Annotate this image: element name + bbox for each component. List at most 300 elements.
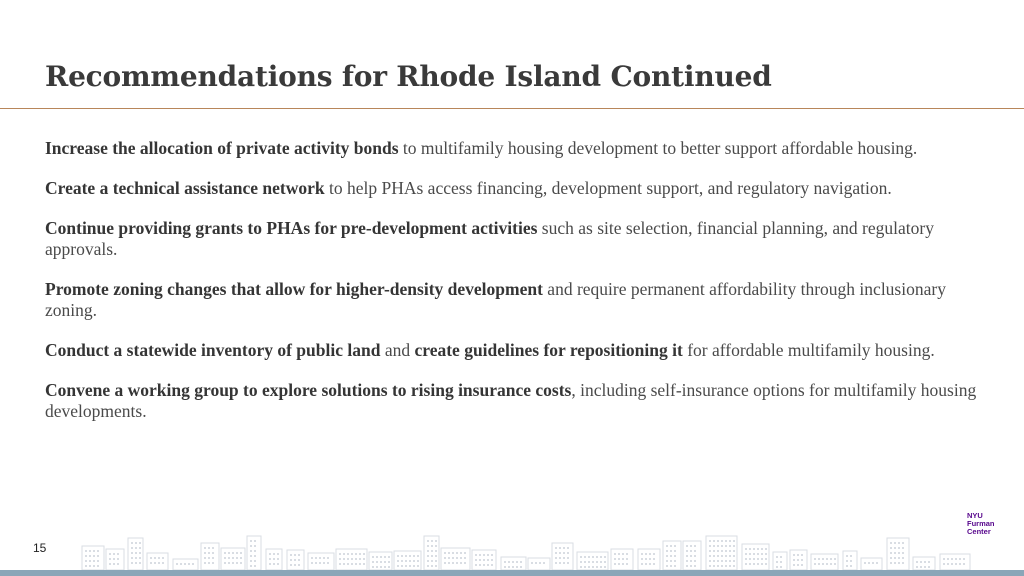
skyline-window <box>713 555 715 557</box>
skyline-window <box>339 553 341 555</box>
skyline-window <box>93 550 95 552</box>
skyline-window <box>920 561 922 563</box>
skyline-window <box>588 561 590 563</box>
skyline-window <box>372 561 374 563</box>
skyline-window <box>154 562 156 564</box>
skyline-building <box>913 557 935 570</box>
skyline-window <box>483 564 485 566</box>
skyline-window <box>753 563 755 565</box>
skyline-window <box>826 563 828 565</box>
skyline-window <box>690 555 692 557</box>
skyline-window <box>131 542 133 544</box>
skyline-window <box>355 553 357 555</box>
skyline-window <box>653 563 655 565</box>
skyline-window <box>97 550 99 552</box>
skyline-window <box>822 563 824 565</box>
skyline-window <box>713 565 715 567</box>
skyline-window <box>290 554 292 556</box>
skyline-window <box>109 553 111 555</box>
skyline-window <box>339 558 341 560</box>
skyline-window <box>666 565 668 567</box>
skyline-window <box>649 563 651 565</box>
skyline-window <box>135 557 137 559</box>
skyline-window <box>733 560 735 562</box>
skyline-window <box>793 564 795 566</box>
skyline-window <box>188 563 190 565</box>
skyline-window <box>417 565 419 567</box>
skyline-window <box>435 555 437 557</box>
skyline-window <box>236 552 238 554</box>
skyline-window <box>431 545 433 547</box>
skyline-window <box>448 562 450 564</box>
skyline-window <box>846 565 848 567</box>
skyline-window <box>85 550 87 552</box>
skyline-window <box>943 558 945 560</box>
skyline-window <box>690 550 692 552</box>
skyline-window <box>604 566 606 568</box>
skyline-window <box>947 563 949 565</box>
skyline-window <box>401 560 403 562</box>
skyline-window <box>487 559 489 561</box>
skyline-window <box>745 558 747 560</box>
skyline-window <box>232 557 234 559</box>
skyline-window <box>113 563 115 565</box>
skyline-window <box>690 545 692 547</box>
skyline-window <box>97 555 99 557</box>
skyline-window <box>388 556 390 558</box>
skyline-window <box>765 563 767 565</box>
skyline-window <box>417 555 419 557</box>
skyline-window <box>460 562 462 564</box>
recommendation-detail: and <box>380 340 415 360</box>
skyline-window <box>890 542 892 544</box>
skyline-window <box>250 545 252 547</box>
skyline-window <box>776 561 778 563</box>
skyline-window <box>176 563 178 565</box>
skyline-window <box>898 562 900 564</box>
skyline-window <box>670 565 672 567</box>
skyline-window <box>959 563 961 565</box>
skyline-window <box>690 565 692 567</box>
skyline-window <box>830 563 832 565</box>
skyline-window <box>347 558 349 560</box>
skyline-window <box>376 556 378 558</box>
skyline-window <box>776 556 778 558</box>
skyline-window <box>456 562 458 564</box>
skyline-window <box>150 562 152 564</box>
skyline-window <box>666 545 668 547</box>
skyline-window <box>135 552 137 554</box>
skyline-window <box>315 557 317 559</box>
skyline-window <box>765 558 767 560</box>
skyline-illustration <box>0 527 1024 576</box>
skyline-window <box>327 562 329 564</box>
skyline-window <box>162 562 164 564</box>
recommendation-detail: , including self-insurance options for multifamily housing developments. <box>45 380 977 421</box>
skyline-window <box>208 557 210 559</box>
skyline-window <box>516 561 518 563</box>
skyline-window <box>180 563 182 565</box>
skyline-window <box>674 555 676 557</box>
skyline-window <box>139 542 141 544</box>
skyline-window <box>487 564 489 566</box>
skyline-window <box>686 565 688 567</box>
skyline-window <box>452 552 454 554</box>
skyline-window <box>376 561 378 563</box>
skyline-window <box>232 552 234 554</box>
skyline-window <box>721 555 723 557</box>
skyline-window <box>898 557 900 559</box>
recommendation-item <box>45 178 985 199</box>
skyline-window <box>709 565 711 567</box>
skyline-window <box>435 565 437 567</box>
skyline-window <box>801 559 803 561</box>
skyline-window <box>592 566 594 568</box>
skyline-window <box>405 560 407 562</box>
skyline-window <box>618 553 620 555</box>
skyline-window <box>898 547 900 549</box>
skyline-window <box>323 562 325 564</box>
skyline-window <box>117 558 119 560</box>
skyline-window <box>567 547 569 549</box>
title-divider <box>0 108 1024 109</box>
skyline-window <box>801 564 803 566</box>
skyline-window <box>729 540 731 542</box>
skyline-window <box>563 557 565 559</box>
skyline-window <box>733 545 735 547</box>
skyline-window <box>928 561 930 563</box>
skyline-window <box>363 563 365 565</box>
skyline-window <box>947 558 949 560</box>
skyline-window <box>431 555 433 557</box>
skyline-window <box>898 552 900 554</box>
skyline-window <box>733 555 735 557</box>
skyline-window <box>89 565 91 567</box>
skyline-window <box>780 566 782 568</box>
skyline-window <box>479 564 481 566</box>
skyline-window <box>508 566 510 568</box>
skyline-building <box>742 544 769 570</box>
skyline-window <box>479 559 481 561</box>
skyline-window <box>464 562 466 564</box>
skyline-window <box>725 555 727 557</box>
skyline-window <box>814 558 816 560</box>
skyline-window <box>347 553 349 555</box>
skyline-window <box>725 560 727 562</box>
skyline-window <box>113 553 115 555</box>
skyline-window <box>448 552 450 554</box>
skyline-window <box>749 548 751 550</box>
skyline-window <box>135 542 137 544</box>
skyline-window <box>713 550 715 552</box>
skyline-window <box>388 561 390 563</box>
skyline-window <box>649 558 651 560</box>
skyline-window <box>721 565 723 567</box>
skyline-window <box>686 560 688 562</box>
skyline-window <box>830 558 832 560</box>
skyline-window <box>596 556 598 558</box>
skyline-window <box>315 562 317 564</box>
skyline-window <box>902 562 904 564</box>
recommendation-item <box>45 279 985 321</box>
skyline-window <box>580 566 582 568</box>
skyline-window <box>355 558 357 560</box>
skyline-window <box>592 561 594 563</box>
skyline-window <box>757 558 759 560</box>
skyline-window <box>666 560 668 562</box>
skyline-window <box>729 550 731 552</box>
skyline-window <box>435 560 437 562</box>
skyline-window <box>694 545 696 547</box>
skyline-window <box>460 552 462 554</box>
skyline-window <box>158 562 160 564</box>
skyline-window <box>413 565 415 567</box>
skyline-window <box>294 559 296 561</box>
skyline-window <box>826 558 828 560</box>
skyline-window <box>920 566 922 568</box>
skyline-window <box>250 560 252 562</box>
skyline-window <box>559 547 561 549</box>
logo-line: Furman <box>967 519 995 528</box>
skyline-window <box>427 565 429 567</box>
skyline-window <box>380 561 382 563</box>
skyline-window <box>592 556 594 558</box>
skyline-window <box>401 565 403 567</box>
skyline-window <box>674 550 676 552</box>
skyline-window <box>273 558 275 560</box>
skyline-window <box>85 555 87 557</box>
skyline-window <box>139 562 141 564</box>
recommendation-detail: such as site selection, financial planning, and regulatory approvals. <box>45 218 934 259</box>
skyline-window <box>674 560 676 562</box>
skyline-building <box>940 554 970 570</box>
skyline-window <box>653 553 655 555</box>
skyline-window <box>212 547 214 549</box>
skyline-window <box>483 559 485 561</box>
skyline-window <box>618 558 620 560</box>
skyline-window <box>431 550 433 552</box>
skyline-window <box>131 552 133 554</box>
skyline-window <box>902 552 904 554</box>
skyline-window <box>690 560 692 562</box>
skyline-window <box>427 550 429 552</box>
skyline-window <box>894 552 896 554</box>
skyline-window <box>580 561 582 563</box>
nyu-furman-center-logo <box>967 512 1017 542</box>
skyline-window <box>409 565 411 567</box>
logo-line: NYU <box>967 511 983 520</box>
skyline-window <box>890 547 892 549</box>
skyline-window <box>228 552 230 554</box>
skyline-window <box>818 563 820 565</box>
skyline-window <box>427 560 429 562</box>
skyline-window <box>600 566 602 568</box>
skyline-window <box>674 565 676 567</box>
skyline-window <box>729 545 731 547</box>
skyline-window <box>761 548 763 550</box>
skyline-window <box>567 562 569 564</box>
skyline-window <box>959 558 961 560</box>
skyline-window <box>487 554 489 556</box>
skyline-window <box>158 557 160 559</box>
skyline-window <box>797 554 799 556</box>
skyline-window <box>641 553 643 555</box>
skyline-window <box>273 553 275 555</box>
skyline-window <box>709 550 711 552</box>
skyline-window <box>135 547 137 549</box>
skyline-window <box>397 555 399 557</box>
skyline-window <box>397 560 399 562</box>
skyline-window <box>113 558 115 560</box>
skyline-window <box>709 555 711 557</box>
skyline-window <box>355 563 357 565</box>
skyline-window <box>725 550 727 552</box>
skyline-window <box>793 554 795 556</box>
skyline-window <box>448 557 450 559</box>
skyline-window <box>131 562 133 564</box>
skyline-window <box>273 563 275 565</box>
skyline-window <box>139 552 141 554</box>
skyline-window <box>405 565 407 567</box>
skyline-window <box>745 548 747 550</box>
skyline-window <box>397 565 399 567</box>
skyline-window <box>614 553 616 555</box>
skyline-window <box>670 555 672 557</box>
skyline-window <box>131 557 133 559</box>
skyline-window <box>236 557 238 559</box>
skyline-window <box>555 562 557 564</box>
skyline-window <box>626 553 628 555</box>
skyline-window <box>431 560 433 562</box>
skyline-window <box>674 545 676 547</box>
skyline-window <box>269 558 271 560</box>
skyline-window <box>150 557 152 559</box>
skyline-window <box>584 566 586 568</box>
skyline-window <box>388 566 390 568</box>
skyline-window <box>435 545 437 547</box>
skyline-window <box>846 560 848 562</box>
skyline-window <box>868 562 870 564</box>
skyline-window <box>822 558 824 560</box>
skyline-window <box>834 558 836 560</box>
skyline-window <box>508 561 510 563</box>
skyline-window <box>614 558 616 560</box>
skyline-window <box>749 553 751 555</box>
skyline-window <box>269 563 271 565</box>
skyline-window <box>745 553 747 555</box>
skyline-window <box>894 562 896 564</box>
skyline-window <box>733 565 735 567</box>
skyline-window <box>567 557 569 559</box>
skyline-window <box>277 553 279 555</box>
skyline-window <box>818 558 820 560</box>
skyline-window <box>761 563 763 565</box>
skyline-window <box>694 560 696 562</box>
skyline-window <box>254 545 256 547</box>
skyline-window <box>269 553 271 555</box>
skyline-window <box>290 559 292 561</box>
skyline-window <box>139 547 141 549</box>
skyline-window <box>351 553 353 555</box>
skyline-window <box>709 540 711 542</box>
skyline-window <box>491 564 493 566</box>
recommendation-heading: Create a technical assistance network <box>45 178 325 198</box>
skyline-window <box>761 558 763 560</box>
skyline-window <box>596 566 598 568</box>
skyline-window <box>254 565 256 567</box>
skyline-window <box>666 555 668 557</box>
skyline-window <box>298 564 300 566</box>
skyline-window <box>943 563 945 565</box>
skyline-window <box>184 563 186 565</box>
skyline-window <box>401 555 403 557</box>
skyline-window <box>204 557 206 559</box>
skyline-window <box>475 564 477 566</box>
skyline-window <box>653 558 655 560</box>
skyline-window <box>894 557 896 559</box>
skyline-window <box>452 562 454 564</box>
skyline-window <box>479 554 481 556</box>
recommendation-detail: to help PHAs access financing, development support, and regulatory navigation. <box>324 178 892 198</box>
skyline-window <box>721 550 723 552</box>
skyline-window <box>864 562 866 564</box>
skyline-building <box>147 553 168 570</box>
skyline-window <box>109 558 111 560</box>
skyline-window <box>427 545 429 547</box>
skyline-window <box>250 555 252 557</box>
skyline-window <box>753 553 755 555</box>
skyline-window <box>363 558 365 560</box>
skyline-window <box>890 552 892 554</box>
skyline-window <box>475 554 477 556</box>
skyline-window <box>491 559 493 561</box>
skyline-window <box>761 553 763 555</box>
skyline-window <box>250 565 252 567</box>
skyline-window <box>850 560 852 562</box>
skyline-window <box>622 558 624 560</box>
skyline-window <box>894 547 896 549</box>
skyline-window <box>240 562 242 564</box>
skyline-window <box>600 556 602 558</box>
skyline-window <box>670 550 672 552</box>
skyline-window <box>721 560 723 562</box>
skyline-window <box>713 545 715 547</box>
slide-title: Recommendations for Rhode Island Continued <box>45 60 772 93</box>
skyline-window <box>224 557 226 559</box>
skyline-window <box>93 555 95 557</box>
recommendation-detail-secondary: for affordable multifamily housing. <box>682 340 935 360</box>
skyline-window <box>483 554 485 556</box>
skyline-window <box>89 555 91 557</box>
skyline-window <box>749 563 751 565</box>
skyline-window <box>963 563 965 565</box>
skyline-window <box>204 552 206 554</box>
skyline-window <box>717 560 719 562</box>
recommendations-list <box>45 138 985 441</box>
recommendation-heading-secondary: create guidelines for repositioning it <box>414 340 683 360</box>
skyline-window <box>890 557 892 559</box>
skyline-window <box>584 556 586 558</box>
skyline-window <box>236 562 238 564</box>
skyline-window <box>343 563 345 565</box>
skyline-window <box>600 561 602 563</box>
skyline-window <box>232 562 234 564</box>
skyline-window <box>254 540 256 542</box>
skyline-window <box>563 562 565 564</box>
skyline-window <box>212 552 214 554</box>
skyline-window <box>733 540 735 542</box>
skyline-window <box>162 557 164 559</box>
